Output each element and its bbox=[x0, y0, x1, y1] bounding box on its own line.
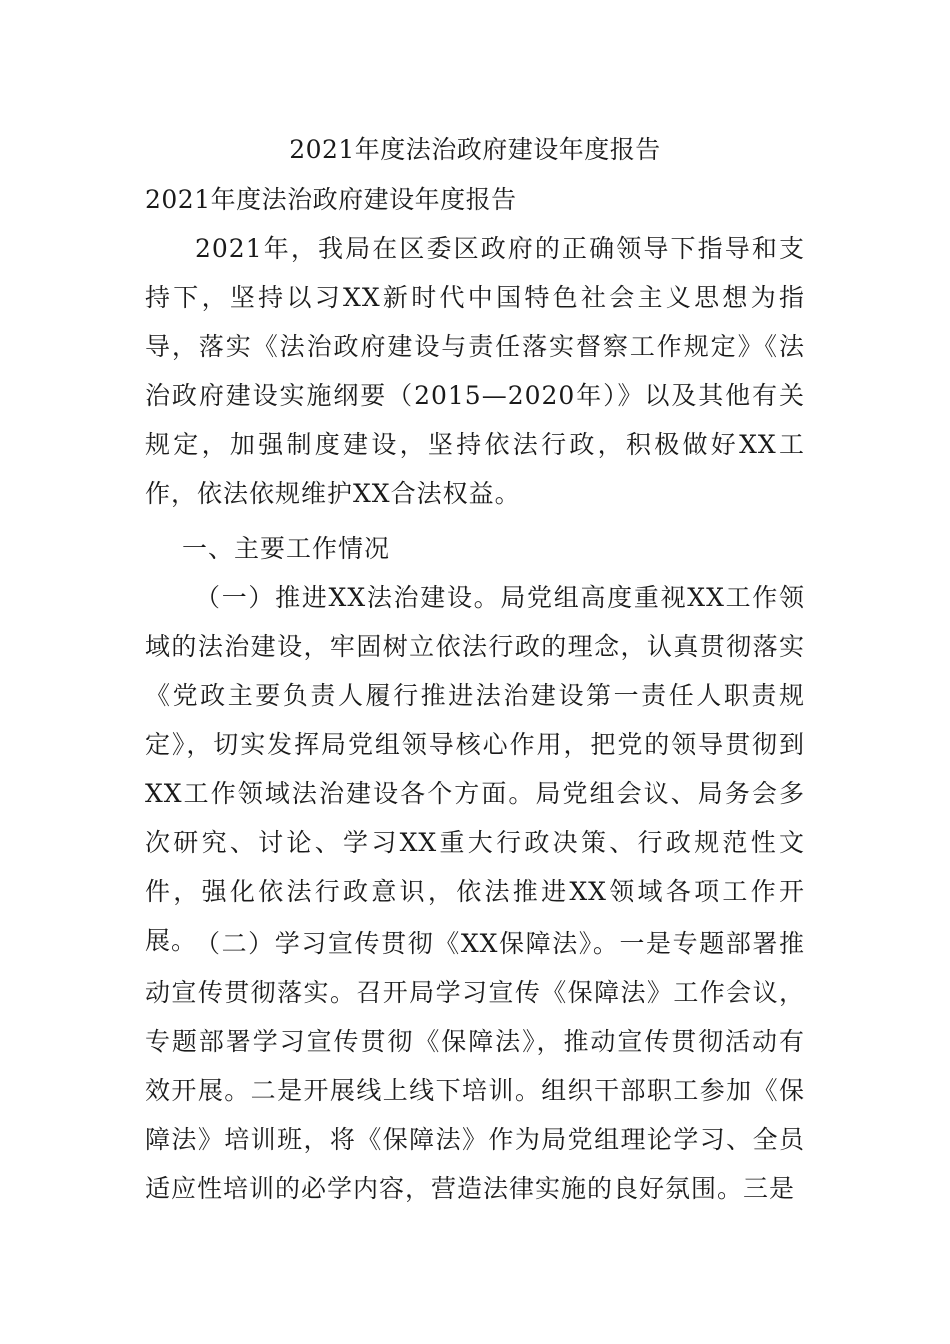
paragraph-security-law: （二）学习宣传贯彻《XX保障法》。一是专题部署推动宣传贯彻落实。召开局学习宣传《保障法》工作会议，专题部署学习宣传贯彻《保障法》，推动宣传贯彻活动有效开展。二是开展线上线下培训。组织干部职工参加《保障法》培训班，将《保障法》作为局党组理论学习、全员适应性培训的必学内容，营造法律实施的良好氛围。三是 bbox=[145, 929, 805, 1203]
document-subtitle: 2021年度法治政府建设年度报告 bbox=[145, 185, 517, 214]
section-heading-main-work: 一、主要工作情况 bbox=[182, 534, 391, 563]
document-title: 2021年度法治政府建设年度报告 bbox=[289, 135, 661, 164]
paragraph-intro: 2021年，我局在区委区政府的正确领导下指导和支持下，坚持以习XX新时代中国特色社会主义思想为指导，落实《法治政府建设与责任落实督察工作规定》《法治政府建设实施纲要（2015—2020年）》以及其他有关规定，加强制度建设，坚持依法行政，积极做好XX工作，依法依规维护XX合法权益。 bbox=[145, 234, 805, 508]
paragraph-rule-of-law: （一）推进XX法治建设。局党组高度重视XX工作领域的法治建设，牢固树立依法行政的理念，认真贯彻落实《党政主要负责人履行推进法治建设第一责任人职责规定》，切实发挥局党组领导核心作用，把党的领导贯彻到XX工作领域法治建设各个方面。局党组会议、局务会多次研究、讨论、学习XX重大行政决策、行政规范性文件，强化依法行政意识，依法推进XX领域各项工作开展。 bbox=[145, 583, 805, 955]
